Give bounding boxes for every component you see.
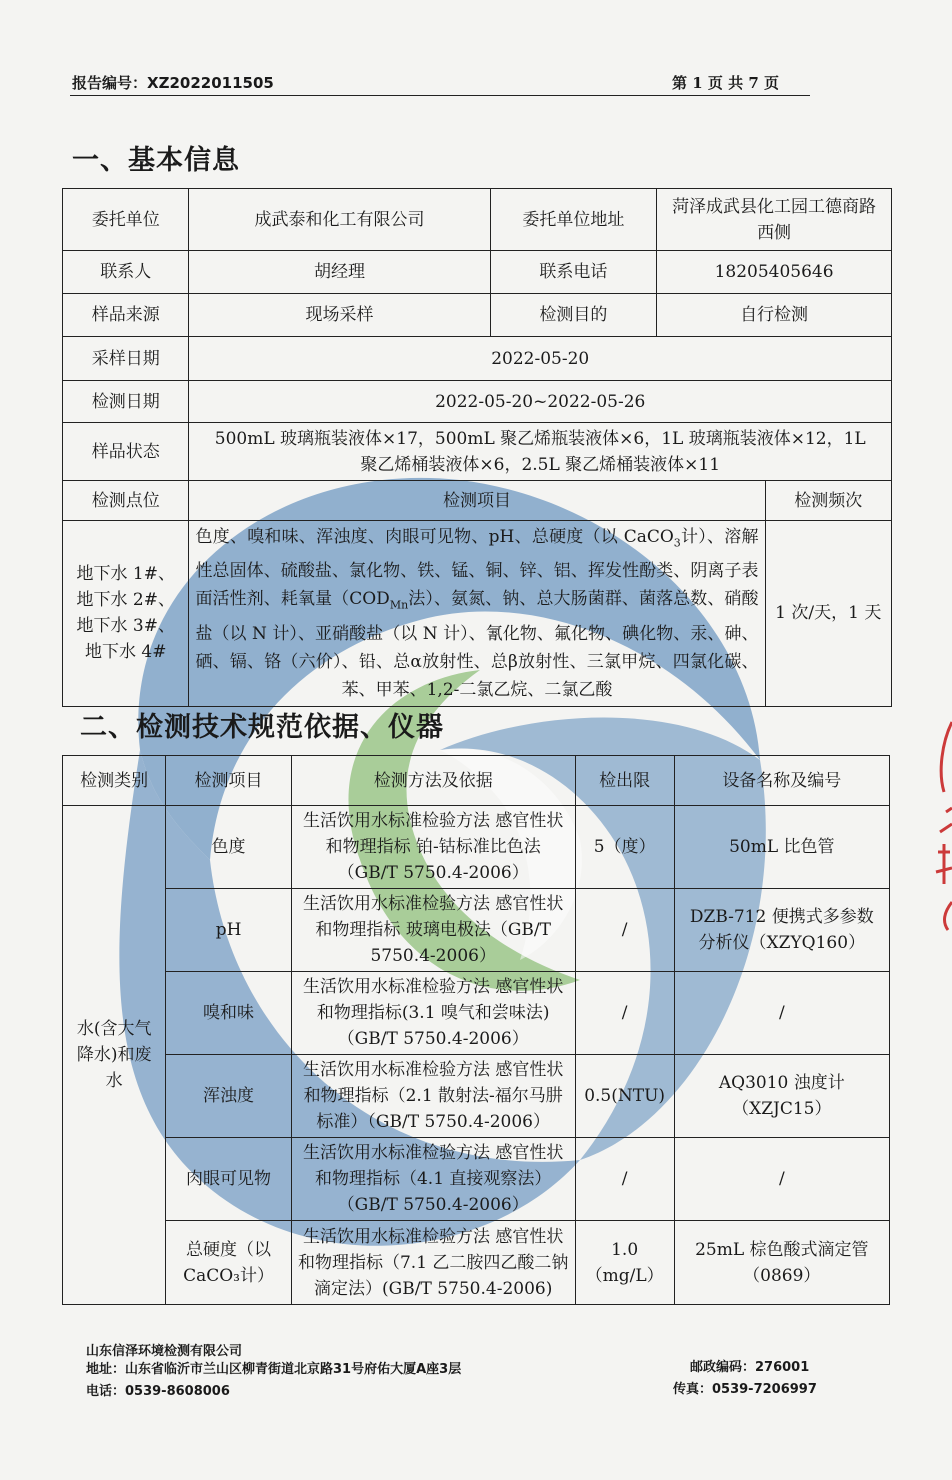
row-item: 总硬度（以 CaCO₃计） — [166, 1221, 292, 1305]
methods-table — [62, 755, 890, 1305]
client-label: 委托单位 — [63, 189, 189, 251]
row-equipment: / — [674, 1138, 889, 1221]
section-title-basic-info: 一、基本信息 — [72, 145, 240, 176]
row-method: 生活饮用水标准检验方法 感官性状和物理指标 玻璃电极法（GB/T 5750.4-2006） — [291, 889, 575, 972]
test-item-label: 检测项目 — [189, 481, 765, 521]
seal-stamp-edge — [932, 712, 952, 932]
footer-fax: 传真：0539-7206997 — [673, 1382, 817, 1397]
row-limit: / — [575, 972, 674, 1055]
header-limit: 检出限 — [575, 756, 674, 806]
row-limit: 0.5(NTU) — [575, 1055, 674, 1138]
category-value: 水(含大气降水)和废水 — [63, 806, 166, 1305]
purpose-value: 自行检测 — [657, 294, 892, 337]
client-address-label: 委托单位地址 — [490, 189, 657, 251]
row-equipment: 50mL 比色管 — [674, 806, 889, 889]
row-method: 生活饮用水标准检验方法 感官性状和物理指标（2.1 散射法-福尔马肼标准）（GB/T 5750.4-2006） — [291, 1055, 575, 1138]
footer-postcode: 邮政编码：276001 — [690, 1360, 810, 1375]
sample-state-label: 样品状态 — [63, 423, 189, 481]
client-value: 成武泰和化工有限公司 — [189, 189, 490, 251]
purpose-label: 检测目的 — [490, 294, 657, 337]
row-method: 生活饮用水标准检验方法 感官性状和物理指标(3.1 嗅气和尝味法)（GB/T 5750.4-2006） — [291, 972, 575, 1055]
header-method: 检测方法及依据 — [291, 756, 575, 806]
header-divider — [70, 95, 810, 96]
row-equipment: / — [674, 972, 889, 1055]
header-category: 检测类别 — [63, 756, 166, 806]
row-limit: / — [575, 889, 674, 972]
contact-label: 联系人 — [63, 251, 189, 294]
row-item: 嗅和味 — [166, 972, 292, 1055]
row-limit: 5（度） — [575, 806, 674, 889]
source-label: 样品来源 — [63, 294, 189, 337]
footer-address: 地址：山东省临沂市兰山区柳青街道北京路31号府佑大厦A座3层 — [86, 1362, 462, 1377]
phone-label: 联系电话 — [490, 251, 657, 294]
row-equipment: DZB-712 便携式多参数分析仪（XZYQ160） — [674, 889, 889, 972]
row-item: 肉眼可见物 — [166, 1138, 292, 1221]
client-address-value: 菏泽成武县化工园工德商路西侧 — [657, 189, 892, 251]
footer-phone: 电话：0539-8608006 — [86, 1384, 230, 1399]
test-points-value: 地下水 1#、 地下水 2#、 地下水 3#、 地下水 4# — [63, 521, 189, 707]
test-date-value: 2022-05-20~2022-05-26 — [189, 381, 892, 423]
section-title-standards: 二、检测技术规范依据、仪器 — [80, 712, 444, 743]
row-item: 色度 — [166, 806, 292, 889]
footer-company: 山东信泽环境检测有限公司 — [86, 1344, 243, 1359]
row-method: 生活饮用水标准检验方法 感官性状和物理指标 铂-钴标准比色法（GB/T 5750.4-2006） — [291, 806, 575, 889]
row-item: 浑浊度 — [166, 1055, 292, 1138]
row-limit: / — [575, 1138, 674, 1221]
test-frequency-label: 检测频次 — [765, 481, 891, 521]
contact-value: 胡经理 — [189, 251, 490, 294]
header-item: 检测项目 — [166, 756, 292, 806]
sample-date-label: 采样日期 — [63, 337, 189, 381]
test-frequency-value: 1 次/天，1 天 — [765, 521, 891, 707]
sample-state-value: 500mL 玻璃瓶装液体×17，500mL 聚乙烯瓶装液体×6，1L 玻璃瓶装液体×12，1L 聚乙烯桶装液体×6，2.5L 聚乙烯桶装液体×11 — [189, 423, 892, 481]
source-value: 现场采样 — [189, 294, 490, 337]
row-equipment: 25mL 棕色酸式滴定管（0869） — [674, 1221, 889, 1305]
header-equipment: 设备名称及编号 — [674, 756, 889, 806]
test-date-label: 检测日期 — [63, 381, 189, 423]
row-equipment: AQ3010 浊度计（XZJC15） — [674, 1055, 889, 1138]
test-items-value: 色度、嗅和味、浑浊度、肉眼可见物、pH、总硬度（以 CaCO$_3$计）、溶解性总固体、硫酸盐、氯化物、铁、锰、铜、锌、铝、挥发性酚类、阴离子表面活性剂、耗氧量（$COD_{Mn}$法）、氨氮、钠、总大肠菌群、菌落总数、硝酸盐（以 N 计）、亚硝酸盐（以 N 计）、氰化物、氟化物、碘化物、汞、砷、硒、镉、铬（六价）、铅、总α放射性、总β放射性、三氯甲烷、四氯化碳、苯、甲苯、1,2-二氯乙烷、二氯乙酸 — [189, 521, 765, 707]
test-point-label: 检测点位 — [63, 481, 189, 521]
basic-info-table — [62, 188, 892, 707]
sample-date-value: 2022-05-20 — [189, 337, 892, 381]
row-limit: 1.0（mg/L） — [575, 1221, 674, 1305]
report-number: 报告编号：XZ2022011505 — [72, 74, 274, 92]
row-method: 生活饮用水标准检验方法 感官性状和物理指标（7.1 乙二胺四乙酸二钠滴定法）(GB/T 5750.4-2006) — [291, 1221, 575, 1305]
phone-value: 18205405646 — [657, 251, 892, 294]
row-item: pH — [166, 889, 292, 972]
page-indicator: 第 1 页 共 7 页 — [672, 74, 779, 92]
row-method: 生活饮用水标准检验方法 感官性状和物理指标（4.1 直接观察法）（GB/T 5750.4-2006） — [291, 1138, 575, 1221]
